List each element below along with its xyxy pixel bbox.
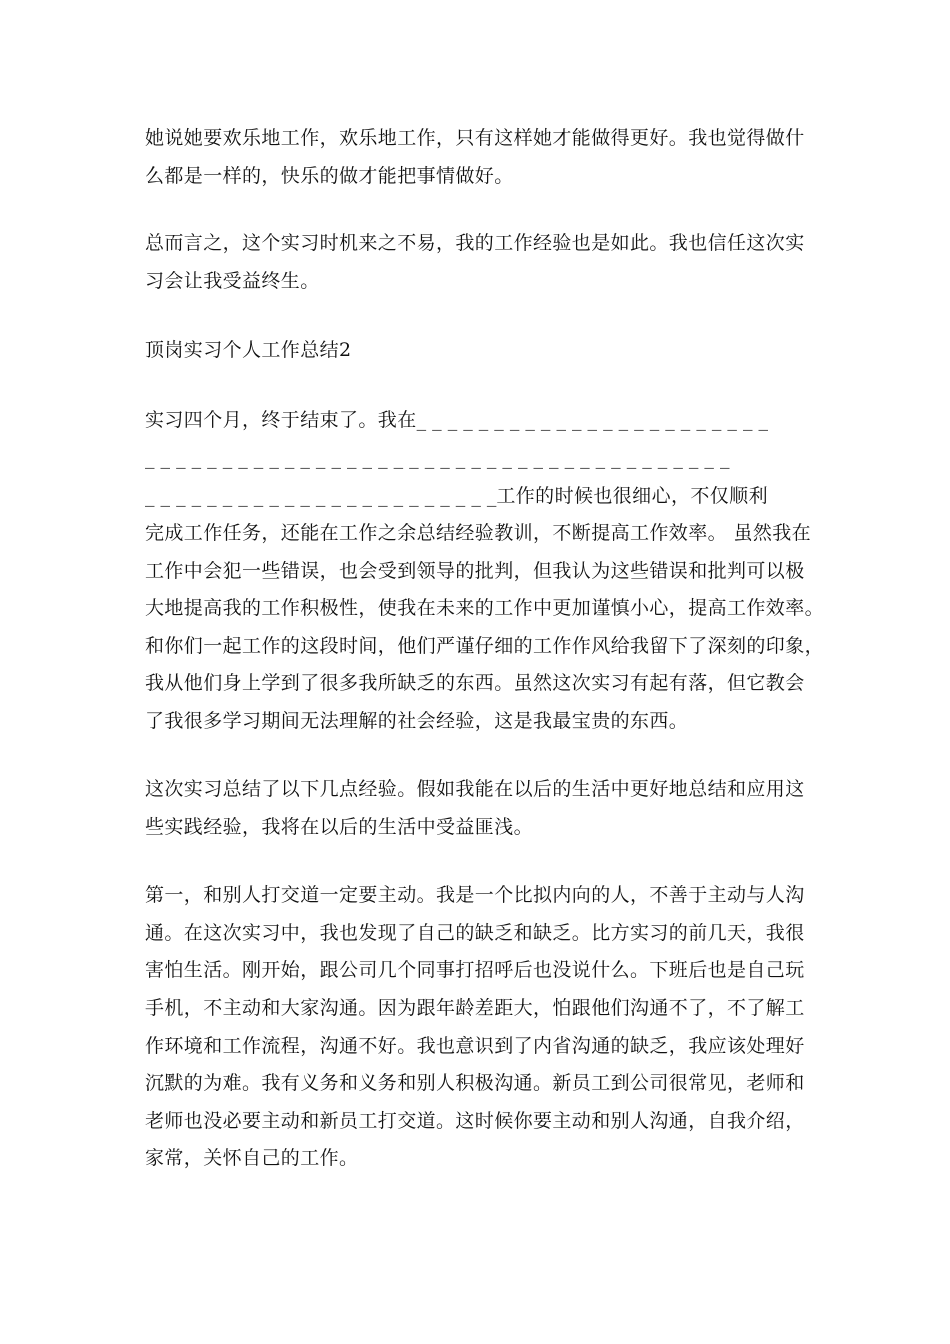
paragraph-line: 家常，关怀自己的工作。 — [145, 1147, 359, 1169]
fill-in-blank: _ _ _ _ _ _ _ _ _ _ _ _ _ _ _ _ _ _ _ _ _ _ _ — [145, 485, 497, 507]
section-heading: 顶岗实习个人工作总结2 — [145, 339, 352, 361]
paragraph-line: 么都是一样的，快乐的做才能把事情做好。 — [145, 165, 514, 187]
line-suffix: 工作的时候也很细心，不仅顺利 — [496, 485, 768, 507]
line-prefix: 实习四个月，终于结束了。我在 — [145, 409, 417, 431]
paragraph-line: 害怕生活。刚开始，跟公司几个同事打招呼后也没说什么。下班后也是自己玩 — [145, 959, 805, 981]
paragraph-line — [145, 408, 768, 432]
paragraph-line: 通。在这次实习中，我也发现了自己的缺乏和缺乏。比方实习的前几天，我很 — [145, 922, 805, 944]
fill-in-blank: _ _ _ _ _ _ _ _ _ _ _ _ _ _ _ _ _ _ _ _ _ _ _ _ _ _ _ _ _ _ _ _ _ _ _ _ _ _ — [145, 447, 730, 469]
paragraph-line: 完成工作任务，还能在工作之余总结经验教训，不断提高工作效率。 虽然我在 — [145, 522, 812, 544]
paragraph-line: 我从他们身上学到了很多我所缺乏的东西。虽然这次实习有起有落，但它教会 — [145, 672, 805, 694]
paragraph-line: 第一，和别人打交道一定要主动。我是一个比拟内向的人，不善于主动与人沟 — [145, 884, 805, 906]
paragraph-line: 她说她要欢乐地工作，欢乐地工作，只有这样她才能做得更好。我也觉得做什 — [145, 127, 805, 149]
paragraph-line: 些实践经验，我将在以后的生活中受益匪浅。 — [145, 816, 534, 838]
paragraph-line: 和你们一起工作的这段时间，他们严谨仔细的工作作风给我留下了深刻的印象， — [145, 635, 825, 657]
paragraph-line: 工作中会犯一些错误，也会受到领导的批判，但我认为这些错误和批判可以极 — [145, 560, 805, 582]
paragraph-line: 作环境和工作流程，沟通不好。我也意识到了内省沟通的缺乏，我应该处理好 — [145, 1035, 805, 1057]
paragraph-line: 习会让我受益终生。 — [145, 270, 320, 292]
paragraph-line: 手机，不主动和大家沟通。因为跟年龄差距大，怕跟他们沟通不了，不了解工 — [145, 997, 805, 1019]
paragraph-line: 老师也没必要主动和新员工打交道。这时候你要主动和别人沟通，自我介绍， — [145, 1110, 805, 1132]
paragraph-line: 这次实习总结了以下几点经验。假如我能在以后的生活中更好地总结和应用这 — [145, 778, 805, 800]
paragraph-line: 了我很多学习期间无法理解的社会经验，这是我最宝贵的东西。 — [145, 710, 689, 732]
paragraph-line: 大地提高我的工作积极性，使我在未来的工作中更加谨慎小心，提高工作效率。 — [145, 597, 825, 619]
paragraph-line: 沉默的为难。我有义务和义务和别人积极沟通。新员工到公司很常见，老师和 — [145, 1072, 805, 1094]
fill-in-blank: _ _ _ _ _ _ _ _ _ _ _ _ _ _ _ _ _ _ _ _ _ _ _ — [416, 409, 768, 431]
paragraph-line: 总而言之，这个实习时机来之不易，我的工作经验也是如此。我也信任这次实 — [145, 232, 805, 254]
paragraph-line — [145, 484, 768, 508]
